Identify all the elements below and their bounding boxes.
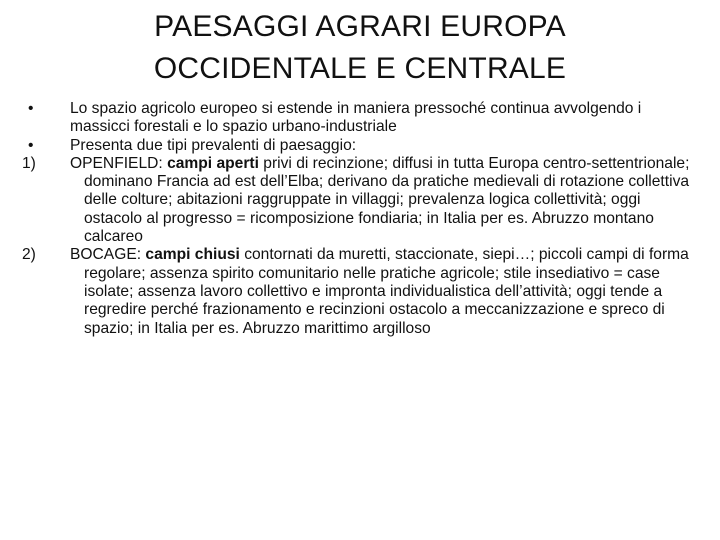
item-rest: contornati da muretti, staccionate, siepi…; piccoli campi di forma regolare; assenza spirito comunitario nelle pratiche agricole; stile insediativo = case isolate; assenza lavoro collettivo e impronta individualistica dell’attività; oggi tende a regredire perché frazionamento e recinzioni ostacolo a meccanizzazione e spreco di spazio; in Italia per es. Abruzzo marittimo argilloso bbox=[84, 246, 689, 337]
number-marker: 2) bbox=[22, 246, 36, 264]
item-lead: BOCAGE: bbox=[70, 246, 146, 264]
title-line-1: PAESAGGI AGRARI EUROPA bbox=[154, 10, 566, 43]
bullet-text: Presenta due tipi prevalenti di paesaggio: bbox=[70, 136, 357, 154]
title-line-2: OCCIDENTALE E CENTRALE bbox=[153, 52, 567, 85]
numbered-item-openfield bbox=[22, 155, 692, 246]
item-lead: OPENFIELD: bbox=[70, 154, 168, 172]
numbered-text bbox=[70, 246, 692, 337]
item-bold-term: campi chiusi bbox=[145, 246, 240, 264]
item-bold-term: campi aperti bbox=[167, 154, 259, 172]
numbered-item-bocage bbox=[22, 246, 692, 337]
bullet-item bbox=[22, 137, 692, 155]
number-marker: 1) bbox=[22, 154, 36, 172]
slide-content bbox=[22, 100, 692, 338]
bullet-text: Lo spazio agricolo europeo si estende in maniera pressoché continua avvolgendo i massicci forestali e lo spazio urbano-industriale bbox=[70, 100, 642, 136]
item-rest: privi di recinzione; diffusi in tutta Europa centro-settentrionale; dominano Francia ad est dell’Elba; derivano da pratiche medievali di rotazione collettiva delle colture; abitazioni raggruppate in villaggi; prevalenza logica collettività; oggi ostacolo al progresso = ricomposizione fondiaria; in Italia per es. Abruzzo montano calcareo bbox=[84, 154, 690, 246]
bullet-item bbox=[22, 100, 692, 137]
slide-title bbox=[60, 6, 660, 90]
bullet-marker: • bbox=[28, 136, 34, 154]
numbered-text bbox=[70, 154, 692, 246]
bullet-marker: • bbox=[28, 100, 34, 117]
